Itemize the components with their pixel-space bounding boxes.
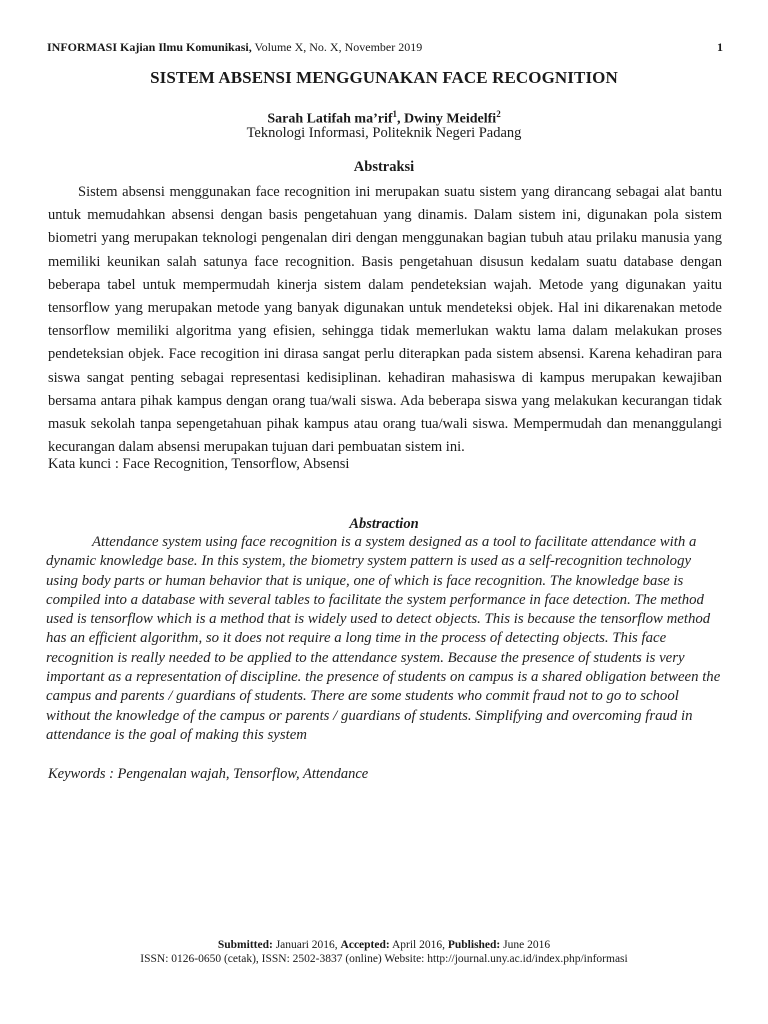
journal-citation: [47, 40, 422, 55]
abstract-body: Attendance system using face recognition is a system designed as a tool to facilitate attendance with a dynamic knowledge base. In this system, the biometry system pattern is used as a self-recognition technology using body parts or human behavior that is unique, one of which is face recognition. The knowledge base is compiled into a database with several tables to facilitate the system performance in face detection. The method used is tensorflow which is a method that is widely used to detect objects. This is because the tensorflow method has an efficient algorithm, so it does not require a long time in the process of detecting objects. This face recognition is really needed to be applied to the attendance system. Because the presence of students is very important as a representation of discipline. the presence of students on campus is a shared obligation between the campus and parents / guardians of students. There are some students who commit fraud not to go to school without the knowledge of the campus or parents / guardians of students. Simplifying and overcoming fraud in attendance is the goal of making this system: [46, 534, 721, 743]
issn-line: ISSN: 0126-0650 (cetak), ISSN: 2502-3837 (online) Website: http://journal.uny.ac.id/index.php/informasi: [140, 953, 628, 965]
page-number: 1: [717, 40, 723, 54]
running-header: [47, 40, 723, 56]
author-1-affiliation-mark: 1: [392, 109, 398, 119]
page-footer: [0, 938, 768, 966]
accepted-value: April 2016,: [389, 939, 448, 951]
author-2-affiliation-mark: 2: [496, 109, 501, 119]
submitted-label: Submitted:: [217, 939, 273, 951]
author-separator: ,: [397, 111, 405, 127]
keywords: Keywords : Pengenalan wajah, Tensorflow, Attendance: [48, 766, 369, 782]
paper-title: SISTEM ABSENSI MENGGUNAKAN FACE RECOGNITION: [150, 68, 618, 87]
abstrak-body: Sistem absensi menggunakan face recognition ini merupakan suatu sistem yang dirancang sebagai alat bantu untuk memudahkan absensi dengan basis pengetahuan yang dinamis. Dalam sistem ini, digunakan pola sistem biometri yang merupakan teknologi pengenalan diri dengan menggunakan bagian tubuh atau prilaku manusia yang memiliki keunikan salah satunya face recognition. Basis pengetahuan disusun kedalam suatu database dengan beberapa tabel untuk mempermudah kinerja sistem dalam pendeteksian wajah. Metode yang digunakan yaitu tensorflow yang merupakan metode yang banyak digunakan untuk mendeteksi objek. Hal ini dikarenakan metode tensorflow memiliki algoritma yang efisien, sehingga tidak memerlukan waktu lama dalam melakukan proses pendeteksian objek. Face recogition ini dirasa sangat perlu diterapkan pada sistem absensi. Karena kehadiran para siswa sangat penting sebagai representasi kedisiplinan. kehadiran mahasiswa di kampus merupakan kewajiban bersama antara pihak kampus dengan orang tua/wali siswa. Ada beberapa siswa yang melakukan kecurangan tidak masuk sekolah tanpa sepengetahuan pihak kampus atau orang tua/wali siswa. Mempermudah dan menanggulangi kecurangan dalam absensi merupakan tujuan dari pembuatan sistem ini.: [48, 184, 722, 456]
published-value: June 2016: [500, 939, 551, 951]
author-1: Sarah Latifah ma’rif: [267, 111, 393, 127]
author-2: Dwiny Meidelfi: [404, 111, 497, 127]
journal-issue: Volume X, No. X, November 2019: [251, 40, 423, 54]
submitted-value: Januari 2016,: [272, 939, 341, 951]
published-label: Published:: [447, 939, 501, 951]
abstrak-heading: Abstraksi: [353, 159, 415, 175]
journal-name: INFORMASI Kajian Ilmu Komunikasi,: [47, 40, 252, 54]
kata-kunci: Kata kunci : Face Recognition, Tensorflow, Absensi: [48, 456, 350, 472]
affiliation: Teknologi Informasi, Politeknik Negeri Padang: [246, 125, 522, 141]
accepted-label: Accepted:: [340, 939, 390, 951]
abstract-heading: Abstraction: [349, 516, 419, 532]
submission-dates: [0, 938, 768, 952]
